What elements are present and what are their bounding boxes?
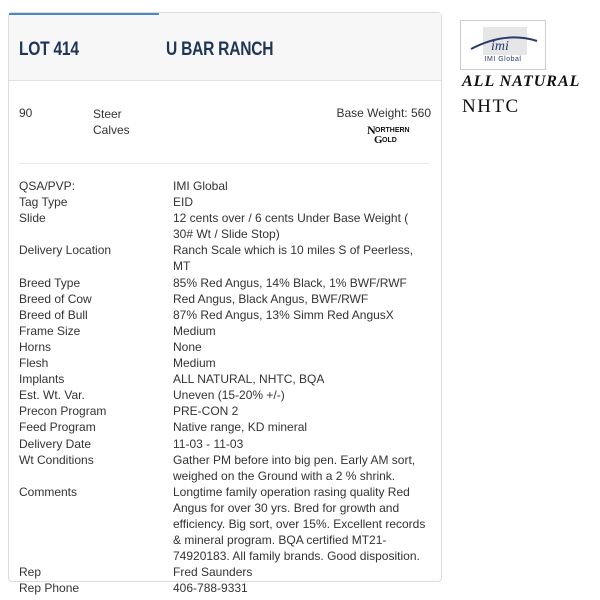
detail-row [19,194,429,210]
detail-label: Breed of Cow [19,291,92,306]
detail-label: Flesh [19,356,49,371]
detail-row [19,419,429,435]
detail-row [19,307,429,323]
summary-divider [19,163,429,164]
detail-row [19,355,429,371]
lot-card [8,12,442,596]
northern-gold-logo [365,123,429,145]
head-count: 90 [19,106,33,120]
detail-value: 85% Red Angus, 14% Black, 1% BWF/RWF [173,275,407,290]
detail-label: Feed Program [19,420,96,435]
detail-label: Rep [19,565,42,580]
detail-row [19,564,429,580]
header-accent-line [9,13,159,15]
detail-label: Breed of Bull [19,307,88,322]
detail-value: Longtime family operation rasing quality Red Angus for over 30 yrs. Bred for growth and efficiency. Big sort, over 15%. Excellent records & mineral program. BQA certified MT21-74920183. All family brands. Good disposition. [173,484,426,564]
detail-label: Est. Wt. Var. [19,388,85,403]
detail-value: Gather PM before into big pen. Early AM sort, weighed on the Ground with a 2 % shrink. [173,452,416,483]
lot-header [9,13,441,81]
detail-label: Breed Type [19,275,81,290]
detail-value: IMI Global [173,179,228,193]
detail-value: Medium [173,356,216,371]
detail-row [19,210,429,242]
lot-details [19,178,429,596]
detail-label: Implants [19,372,65,387]
detail-row [19,484,429,564]
detail-row [19,387,429,403]
detail-value: None [173,339,202,354]
detail-label: Delivery Date [19,436,92,451]
detail-value: Medium [173,323,216,338]
svg-text:G: G [374,134,383,146]
detail-label: Comments [19,484,78,499]
detail-value: EID [173,195,194,210]
lot-number: LOT 414 [19,39,79,60]
animal-type: Steer Calves [93,107,130,137]
ranch-name: U BAR RANCH [166,39,274,60]
detail-value: ALL NATURAL, NHTC, BQA [173,372,325,387]
detail-row [19,580,429,596]
svg-text:ORTHERN: ORTHERN [375,127,410,134]
detail-row [19,436,429,452]
detail-label: Slide [19,211,46,226]
detail-value: Uneven (15-20% +/-) [173,388,285,403]
detail-label: Precon Program [19,404,107,419]
detail-value: 11-03 - 11-03 [173,436,244,451]
detail-row [19,371,429,387]
nhtc-badge: NHTC [462,96,520,117]
detail-row [19,275,429,291]
detail-row [19,452,429,484]
detail-label: Rep Phone [19,581,80,596]
lot-summary [9,93,441,163]
detail-row [19,291,429,307]
detail-label: Horns [19,339,52,354]
detail-label: Frame Size [19,323,81,338]
detail-row [19,178,429,194]
detail-value: 87% Red Angus, 13% Simm Red AngusX [173,307,394,322]
imi-global-logo [460,20,546,70]
all-natural-badge: ALL NATURAL [462,73,581,90]
detail-value: Ranch Scale which is 10 miles S of Peerless, MT [173,243,414,274]
detail-label: Wt Conditions [19,452,94,467]
detail-row [19,242,429,274]
detail-value: 12 cents over / 6 cents Under Base Weight ( 30# Wt / Slide Stop) [173,211,409,242]
detail-row [19,403,429,419]
detail-value: Red Angus, Black Angus, BWF/RWF [173,291,369,306]
svg-text:OLD: OLD [382,137,397,144]
detail-value: 406-788-9331 [173,581,248,596]
detail-value: Native range, KD mineral [173,420,308,435]
svg-text:N: N [367,123,376,137]
svg-text:imi: imi [491,39,509,54]
detail-value: Fred Saunders [173,565,253,580]
detail-row [19,339,429,355]
detail-value: PRE-CON 2 [173,404,239,419]
detail-row [19,323,429,339]
imi-logo-text: IMI Global [484,56,522,63]
detail-label: QSA/PVP: [19,179,76,193]
detail-label: Delivery Location [19,243,112,258]
base-weight: Base Weight: 560 [336,106,431,120]
detail-label: Tag Type [19,195,68,210]
